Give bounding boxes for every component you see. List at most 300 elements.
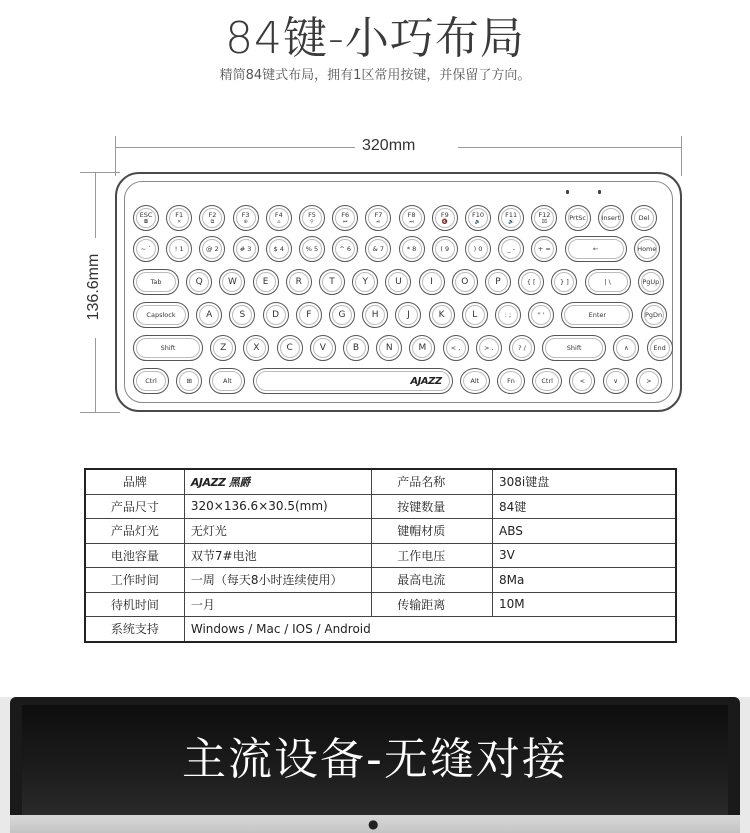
key--1: [166, 236, 192, 262]
keycap-rim: [564, 305, 630, 325]
key-legend: Insert: [601, 213, 621, 222]
key--: [509, 335, 535, 361]
key-legend: < ,: [450, 343, 461, 352]
key--6: [332, 236, 358, 262]
key-legend: F4: [274, 210, 283, 219]
key--: [518, 269, 544, 295]
keycap-rim: [388, 272, 408, 292]
keycap-rim: [498, 305, 518, 325]
keycap-rim: [535, 371, 559, 391]
key-legend: ) 0: [473, 244, 483, 253]
keycap-rim: [136, 338, 200, 358]
key-enter: [561, 302, 633, 328]
keycap-rim: [246, 338, 266, 358]
key-legend: Ctrl: [541, 376, 553, 385]
keycap-rim: [641, 272, 661, 292]
key-legend: } ]: [560, 277, 569, 286]
keycap-rim: [189, 272, 209, 292]
key-l: [462, 302, 488, 328]
key-legend: Z: [220, 342, 227, 353]
keycap-rim: [222, 272, 242, 292]
key-legend: F11: [505, 210, 518, 219]
key-legend: F10: [471, 210, 484, 219]
key-legend: F7: [374, 210, 383, 219]
key-t: [319, 269, 345, 295]
key-legend: F9: [440, 210, 449, 219]
key-legend: U: [395, 276, 402, 287]
key--: [603, 368, 629, 394]
key-legend: Del: [638, 213, 650, 222]
key-legend: Fn: [507, 376, 515, 385]
spec-label: 工作电压: [372, 543, 493, 568]
key-q: [186, 269, 212, 295]
keycap-rim: [568, 239, 624, 259]
keycap-rim: [365, 305, 385, 325]
key-legend: PgDn: [645, 310, 663, 319]
key-legend: PgUp: [642, 277, 660, 286]
key-secondary-legend: ◘: [144, 218, 148, 225]
key-legend: Alt: [222, 376, 232, 385]
keycap-rim: [169, 239, 189, 259]
indicator-led: [566, 190, 569, 194]
key-insert: [598, 205, 624, 231]
key-legend: V: [319, 342, 326, 353]
spec-label: 传输距离: [372, 592, 493, 617]
key-legend: Y: [362, 276, 368, 287]
spec-label: 产品名称: [372, 469, 493, 494]
key-legend: H: [371, 309, 379, 320]
key-legend: ∧: [624, 343, 629, 352]
key-del: [631, 205, 657, 231]
key-g: [329, 302, 355, 328]
key-f6: [332, 205, 358, 231]
keycap-rim: [435, 208, 455, 228]
spec-label: 待机时间: [85, 592, 184, 617]
keycap-rim: [488, 272, 508, 292]
key-legend: | \: [604, 277, 611, 286]
key-legend: F1: [175, 210, 184, 219]
keycap-rim: [202, 208, 222, 228]
spec-table: [84, 468, 677, 643]
key-legend: F8: [407, 210, 416, 219]
spec-value: 双节7#电池: [184, 543, 371, 568]
key-legend: ←: [592, 244, 599, 253]
key--: [636, 368, 662, 394]
height-dimension-tick: [80, 172, 120, 173]
key-legend: Alt: [470, 376, 480, 385]
key-legend: K: [438, 309, 445, 320]
keycap-rim: [368, 239, 388, 259]
key--3: [233, 236, 259, 262]
keycap-rim: [266, 305, 286, 325]
keycap-rim: [534, 239, 554, 259]
key-shift: [133, 335, 203, 361]
key-legend: > .: [484, 343, 494, 352]
spec-label: 产品尺寸: [85, 494, 184, 519]
spec-value: 10M: [493, 592, 676, 617]
keycap-rim: [213, 338, 233, 358]
key-f1: [166, 205, 192, 231]
key--: [565, 236, 627, 262]
apple-logo-icon: ●: [368, 817, 379, 831]
key-legend: I: [430, 276, 433, 287]
key-ctrl: [133, 368, 169, 394]
key-legend: Capslock: [146, 310, 176, 319]
keycap-rim: [468, 239, 488, 259]
keycap-rim: [256, 272, 276, 292]
keycap-rim: [455, 272, 475, 292]
key-legend: $ 4: [273, 244, 284, 253]
key-legend: T: [329, 276, 335, 287]
key-legend: ⊞: [186, 376, 192, 385]
key--4: [266, 236, 292, 262]
key-c: [277, 335, 303, 361]
key-legend: " ': [537, 310, 545, 319]
keycap-rim: [521, 272, 541, 292]
page-subtitle: 精简84键式布局，拥有1区常用按键，并保留了方向。: [219, 68, 531, 83]
key-n: [376, 335, 402, 361]
key-legend: R: [295, 276, 302, 287]
key-legend: F2: [208, 210, 217, 219]
key-z: [210, 335, 236, 361]
key--8: [399, 236, 425, 262]
key-legend: Tab: [150, 277, 162, 286]
keycap-rim: [136, 208, 156, 228]
keycap-rim: [554, 272, 574, 292]
key--: [528, 302, 554, 328]
key--: [585, 269, 631, 295]
banner-title: 主流设备-无缝对接: [182, 734, 568, 785]
key-home: [634, 236, 660, 262]
spec-row: [85, 494, 676, 519]
key-pgdn: [641, 302, 667, 328]
spec-label: 工作时间: [85, 568, 184, 593]
keycap-rim: [402, 208, 422, 228]
key-legend: X: [253, 342, 260, 353]
spec-value: 84键: [493, 494, 676, 519]
keycap-rim: [302, 208, 322, 228]
key-legend: Q: [195, 276, 203, 287]
key-legend: % 5: [305, 244, 319, 253]
keycap-rim: [531, 305, 551, 325]
key-shift: [542, 335, 606, 361]
keycap-rim: [588, 272, 628, 292]
key-legend: PrtSc: [569, 213, 586, 222]
spec-label: 最高电流: [372, 568, 493, 593]
key-legend: F12: [538, 210, 551, 219]
key-legend: L: [472, 309, 478, 320]
key-capslock: [133, 302, 189, 328]
key-legend: Enter: [588, 310, 607, 319]
key-legend: : ;: [504, 310, 512, 319]
key-f11: [498, 205, 524, 231]
keycap-rim: [606, 371, 626, 391]
height-dimension-label: 136.6mm: [85, 253, 102, 321]
key-legend: <: [579, 376, 586, 385]
keycap-rim: [534, 208, 554, 228]
keycap-rim: [136, 239, 156, 259]
key--: [443, 335, 469, 361]
key-a: [196, 302, 222, 328]
keycap-rim: [212, 371, 242, 391]
keycap-rim: [335, 239, 355, 259]
spec-label: 电池容量: [85, 543, 184, 568]
key-legend: Home: [637, 244, 657, 253]
keycap-rim: [422, 272, 442, 292]
key-legend: M: [418, 342, 427, 353]
keycap-rim: [269, 208, 289, 228]
keycap-rim: [179, 371, 199, 391]
key-legend: J: [407, 309, 410, 320]
key-legend: + =: [537, 244, 551, 253]
key-secondary-legend: 🔊: [508, 218, 515, 225]
keycap-rim: [269, 239, 289, 259]
spec-value: 8Ma: [493, 568, 676, 593]
keycap-rim: [289, 272, 309, 292]
key--: [133, 236, 159, 262]
key-e: [253, 269, 279, 295]
keyboard-illustration: [115, 172, 682, 412]
key-legend: @ 2: [206, 244, 219, 253]
keycap-rim: [412, 338, 432, 358]
key--: [176, 368, 202, 394]
ajazz-logo: AJAZZ: [410, 376, 442, 387]
key-fn: [497, 368, 525, 394]
key-secondary-legend: ⏯: [376, 218, 381, 225]
keycap-rim: [136, 371, 166, 391]
key-legend: ! 1: [174, 244, 184, 253]
key-spacebar: [253, 368, 453, 394]
keycap-rim: [313, 338, 333, 358]
keycap-rim: [500, 371, 522, 391]
key-legend: E: [262, 276, 269, 287]
keycap-rim: [232, 305, 252, 325]
width-dimension-tick: [681, 136, 682, 176]
spec-value: 320×136.6×30.5(mm): [184, 494, 371, 519]
keycap-rim: [432, 305, 452, 325]
brand-logo: AJAZZ 黑爵: [190, 475, 250, 489]
key-f3: [233, 205, 259, 231]
keycap-rim: [501, 208, 521, 228]
keycap-rim: [572, 371, 592, 391]
spec-value: [184, 469, 371, 494]
key--: [476, 335, 502, 361]
key-y: [352, 269, 378, 295]
key-legend: B: [352, 342, 360, 353]
key-secondary-legend: 🔉: [474, 218, 482, 225]
key-f4: [266, 205, 292, 231]
key-b: [343, 335, 369, 361]
indicator-led: [598, 190, 601, 194]
key-secondary-legend: ⧉: [210, 218, 215, 225]
devices-banner: [0, 697, 750, 833]
key-legend: ∨: [613, 376, 618, 385]
keycap-rim: [199, 305, 219, 325]
keycap-rim: [446, 338, 466, 358]
key-f: [296, 302, 322, 328]
keycap-rim: [335, 208, 355, 228]
height-dimension-line: [95, 338, 96, 412]
key-legend: >: [646, 376, 652, 385]
key-prtsc: [565, 205, 591, 231]
key-legend: Shift: [160, 343, 176, 352]
key--9: [432, 236, 458, 262]
key-secondary-legend: ⊕: [243, 218, 248, 225]
key-i: [419, 269, 445, 295]
key-tab: [133, 269, 179, 295]
key-legend: D: [272, 309, 280, 320]
key-legend: P: [495, 276, 501, 287]
keycap-rim: [302, 239, 322, 259]
height-dimension-tick: [80, 412, 120, 413]
spec-row: [85, 469, 676, 494]
key-legend: * 8: [406, 244, 417, 253]
key--5: [299, 236, 325, 262]
key-d: [263, 302, 289, 328]
keycap-rim: [280, 338, 300, 358]
key-legend: N: [385, 342, 393, 353]
key-h: [362, 302, 388, 328]
spec-value: Windows / Mac / IOS / Android: [184, 617, 676, 642]
width-dimension-line: [458, 147, 682, 148]
key-legend: Shift: [566, 343, 582, 352]
key-alt: [209, 368, 245, 394]
spec-value: ABS: [493, 519, 676, 544]
key-legend: ~ `: [140, 244, 152, 253]
key-pgup: [638, 269, 664, 295]
page-title: 84键-小巧布局: [225, 13, 525, 64]
spec-value: 3V: [493, 543, 676, 568]
key-legend: A: [206, 309, 213, 320]
keycap-rim: [398, 305, 418, 325]
key-legend: W: [227, 276, 237, 287]
keycap-rim: [650, 338, 670, 358]
key-p: [485, 269, 511, 295]
keycap-rim: [299, 305, 319, 325]
spec-row: [85, 568, 676, 593]
key-legend: O: [461, 276, 469, 287]
key-legend: S: [239, 309, 246, 320]
key-v: [310, 335, 336, 361]
height-dimension-line: [95, 172, 96, 238]
spec-row-system: [85, 617, 676, 642]
key-k: [429, 302, 455, 328]
key-legend: ( 9: [440, 244, 450, 253]
spec-value: 一月: [184, 592, 371, 617]
keycap-rim: [379, 338, 399, 358]
keycap-rim: [346, 338, 366, 358]
keycap-rim: [479, 338, 499, 358]
spec-value: 308i键盘: [493, 469, 676, 494]
keycap-rim: [501, 239, 521, 259]
key-f5: [299, 205, 325, 231]
spec-row: [85, 543, 676, 568]
spec-value: 无灯光: [184, 519, 371, 544]
spec-label: 产品灯光: [85, 519, 184, 544]
key-f9: [432, 205, 458, 231]
key-legend: # 3: [239, 244, 252, 253]
keycap-rim: [236, 239, 256, 259]
key-legend: ^ 6: [339, 244, 352, 253]
key-legend: & 7: [372, 244, 385, 253]
key-secondary-legend: 🔇: [441, 218, 448, 225]
keycap-rim: [202, 239, 222, 259]
key-legend: End: [653, 343, 666, 352]
keycap-rim: [136, 272, 176, 292]
keycap-rim: [465, 305, 485, 325]
key-legend: F3: [241, 210, 250, 219]
keycap-rim: [639, 371, 659, 391]
key-f10: [465, 205, 491, 231]
spec-label: 按键数量: [372, 494, 493, 519]
spec-label: 品牌: [85, 469, 184, 494]
keycap-rim: [169, 208, 189, 228]
key-legend: _ -: [507, 244, 516, 253]
keycap-rim: [402, 239, 422, 259]
key--: [495, 302, 521, 328]
keycap-rim: [468, 208, 488, 228]
key-r: [286, 269, 312, 295]
key-ctrl: [532, 368, 562, 394]
spec-label: 系统支持: [85, 617, 184, 642]
keycap-rim: [616, 338, 636, 358]
width-dimension-label: 320mm: [362, 137, 416, 154]
key-secondary-legend: ⌂: [277, 218, 281, 225]
keycap-rim: [634, 208, 654, 228]
spec-label: 键帽材质: [372, 519, 493, 544]
key-legend: F: [306, 309, 312, 320]
spec-value: 一周（每天8小时连续使用）: [184, 568, 371, 593]
keycap-rim: [644, 305, 664, 325]
key-legend: { [: [526, 277, 536, 286]
key-legend: C: [286, 342, 293, 353]
key-secondary-legend: ⌧: [541, 218, 548, 225]
key-secondary-legend: ✕: [177, 218, 182, 225]
key-legend: ESC: [139, 210, 153, 219]
keycap-rim: [568, 208, 588, 228]
keycap-rim: [545, 338, 603, 358]
key-esc: [133, 205, 159, 231]
key--0: [465, 236, 491, 262]
key-legend: Ctrl: [145, 376, 157, 385]
spec-row: [85, 519, 676, 544]
key-legend: F6: [341, 210, 350, 219]
key-legend: F5: [308, 210, 316, 219]
width-dimension-tick: [115, 136, 116, 176]
keycap-rim: [601, 208, 621, 228]
keycap-rim: [236, 208, 256, 228]
spec-row: [85, 592, 676, 617]
key-secondary-legend: ⏮: [342, 218, 348, 225]
key-secondary-legend: ⏭: [409, 218, 414, 225]
keycap-rim: [332, 305, 352, 325]
width-dimension-line: [115, 147, 355, 148]
key--: [498, 236, 524, 262]
keycap-rim: [435, 239, 455, 259]
keycap-rim: [463, 371, 487, 391]
key-secondary-legend: ⚲: [310, 218, 314, 225]
keycap-rim: [637, 239, 657, 259]
key-o: [452, 269, 478, 295]
keycap-rim: [512, 338, 532, 358]
keycap-rim: [368, 208, 388, 228]
key-end: [647, 335, 673, 361]
keycap-rim: [322, 272, 342, 292]
key-f8: [399, 205, 425, 231]
keycap-rim: [136, 305, 186, 325]
key-alt: [460, 368, 490, 394]
keycap-rim: [355, 272, 375, 292]
